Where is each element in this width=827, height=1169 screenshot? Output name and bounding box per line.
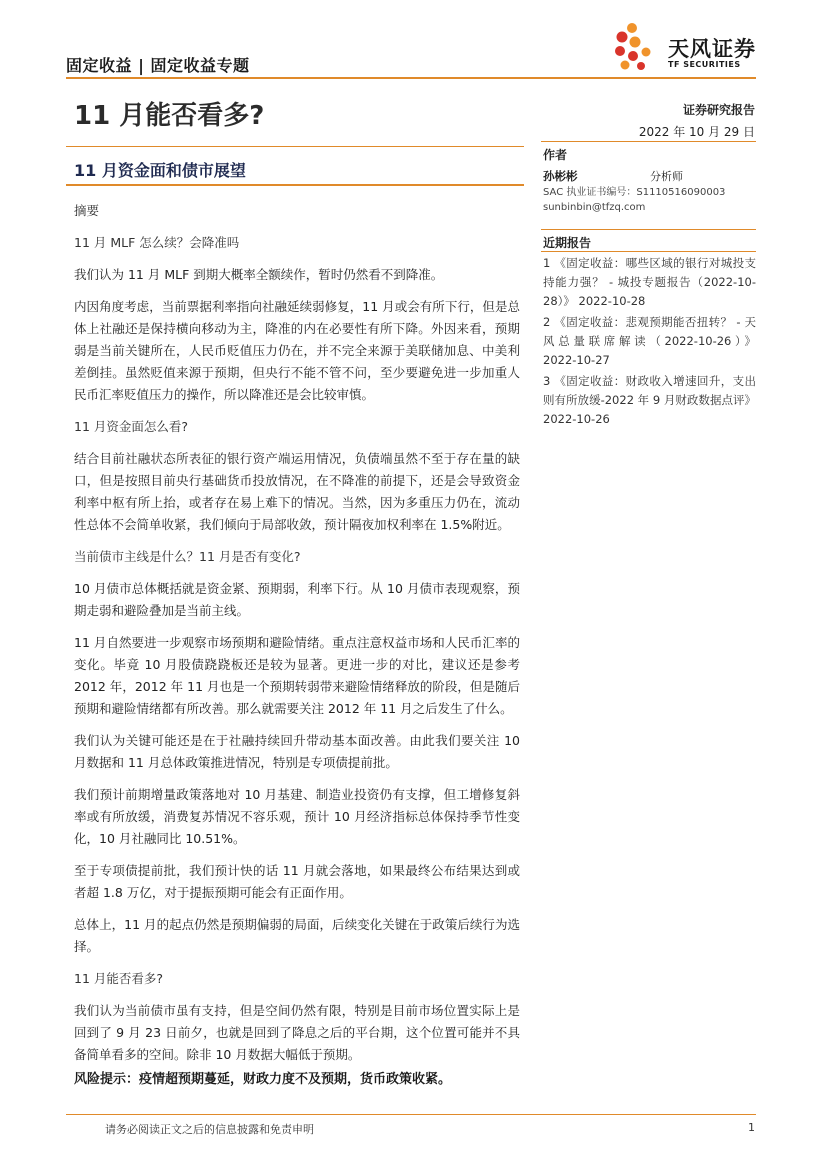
tf-securities-logo-icon — [612, 22, 664, 72]
section-question: 11 月资金面怎么看? — [74, 419, 189, 434]
author-name: 孙彬彬 — [543, 169, 578, 183]
header-divider — [66, 77, 756, 79]
report-title: 11 月能否看多? — [74, 101, 265, 131]
body-paragraph: 11 月自然要进一步观察市场预期和避险情绪。重点注意权益市场和人民币汇率的变化。毕竟 10 月股债跷跷板还是较为显著。更进一步的对比，建议还是参考 2012 年，2012 年 11 月也是一个预期转弱带来避险情绪释放的阶段，但是随后预期和避险情绪都有所改善。那么就需要关注 2012 年 11 月之后发生了什么。 — [74, 635, 520, 716]
footer-disclaimer: 请务必阅读正文之后的信息披露和免责申明 — [105, 1123, 314, 1136]
body-paragraph: 我们认为关键可能还是在于社融持续回升带动基本面改善。由此我们要关注 10 月数据和 11 月总体政策推进情况，特别是专项债提前批。 — [74, 733, 520, 770]
recent-heading-underline — [541, 251, 756, 252]
author-email: sunbinbin@tfzq.com — [543, 202, 646, 213]
recent-reports-list — [543, 254, 756, 431]
report-subtitle: 11 月资金面和债市展望 — [74, 161, 246, 180]
recent-reports-heading: 近期报告 — [543, 236, 592, 250]
body-paragraph: 结合目前社融状态所表征的银行资产端运用情况，负债端虽然不至于存在量的缺口，但是按照目前央行基础货币投放情况，在不降准的前提下，还是会导致资金利率中枢有所上抬，或者存在易上难下的情况。当然，因为多重压力仍在，流动性总体不会简单收紧，我们倾向于局部收敛，预计隔夜加权利率在 1.5%附近。 — [74, 451, 520, 532]
report-body — [74, 200, 520, 1076]
author-divider — [541, 141, 756, 142]
risk-warning: 风险提示：疫情超预期蔓延，财政力度不及预期，货币政策收紧。 — [74, 1072, 452, 1087]
body-paragraph: 至于专项债提前批，我们预计快的话 11 月就会落地，如果最终公布结果达到或者超 1.8 万亿，对于提振预期可能会有正面作用。 — [74, 863, 520, 900]
section-question: 11 月能否看多? — [74, 971, 164, 986]
body-paragraph: 我们认为当前债市虽有支持，但是空间仍然有限，特别是目前市场位置实际上是回到了 9 月 23 日前夕，也就是回到了降息之后的平台期，这个位置可能并不具备简单看多的空间。除非 10 月数据大幅低于预期。 — [74, 1003, 520, 1062]
section-question: 当前债市主线是什么？11 月是否有变化? — [74, 549, 301, 564]
recent-report-item[interactable]: 2 《固定收益：悲观预期能否扭转？ - 天风总量联席解读（2022-10-26）》 2022-10-27 — [543, 315, 756, 367]
body-paragraph: 内因角度考虑，当前票据利率指向社融延续弱修复，11 月或会有所下行，但是总体上社融还是保持横向移动为主，降准的内在必要性有所下降。外因来看，预期弱是当前关键所在，人民币贬值压力仍在，并不完全来源于美联储加息、中美利差倒挂。虽然贬值来源于预期，但央行不能不管不问，至少要避免进一步加重人民币汇率贬值压力的操作，所以降准还是会比较审慎。 — [74, 299, 520, 402]
author-role: 分析师 — [650, 170, 683, 183]
body-paragraph: 我们预计前期增量政策落地对 10 月基建、制造业投资仍有支撑，但工增修复斜率或有所放缓，消费复苏情况不容乐观，预计 10 月经济指标总体保持季节性变化，10 月社融同比 10.51%。 — [74, 787, 520, 846]
brand-name: 天风证券 — [668, 37, 756, 61]
report-date: 2022 年 10 月 29 日 — [638, 125, 755, 139]
footer-divider — [66, 1114, 756, 1115]
brand-english-name: TF SECURITIES — [668, 60, 741, 69]
subtitle-bottom-divider — [66, 184, 524, 186]
author-block — [543, 168, 758, 215]
report-category: 固定收益 | 固定收益专题 — [66, 56, 250, 75]
body-paragraph: 10 月债市总体概括就是资金紧、预期弱，利率下行。从 10 月债市表现观察，预期走弱和避险叠加是当前主线。 — [74, 581, 520, 618]
abstract-label: 摘要 — [74, 203, 100, 218]
recent-divider — [541, 229, 756, 230]
subtitle-top-divider — [66, 146, 524, 147]
body-paragraph: 我们认为 11 月 MLF 到期大概率全额续作，暂时仍然看不到降准。 — [74, 267, 444, 282]
report-type: 证券研究报告 — [682, 103, 755, 117]
recent-report-item[interactable]: 1 《固定收益：哪些区域的银行对城投支持能力强？ - 城投专题报告（2022-10-28）》 2022-10-28 — [543, 256, 756, 308]
author-heading: 作者 — [543, 148, 568, 162]
author-license: SAC 执业证书编号：S1110516090003 — [543, 187, 726, 198]
body-paragraph: 总体上，11 月的起点仍然是预期偏弱的局面，后续变化关键在于政策后续行为选择。 — [74, 917, 520, 954]
page-number: 1 — [748, 1121, 755, 1134]
section-question: 11 月 MLF 怎么续？会降准吗 — [74, 235, 240, 250]
recent-report-item[interactable]: 3 《固定收益：财政收入增速回升，支出则有所放缓-2022 年 9 月财政数据点评》 2022-10-26 — [543, 374, 756, 426]
